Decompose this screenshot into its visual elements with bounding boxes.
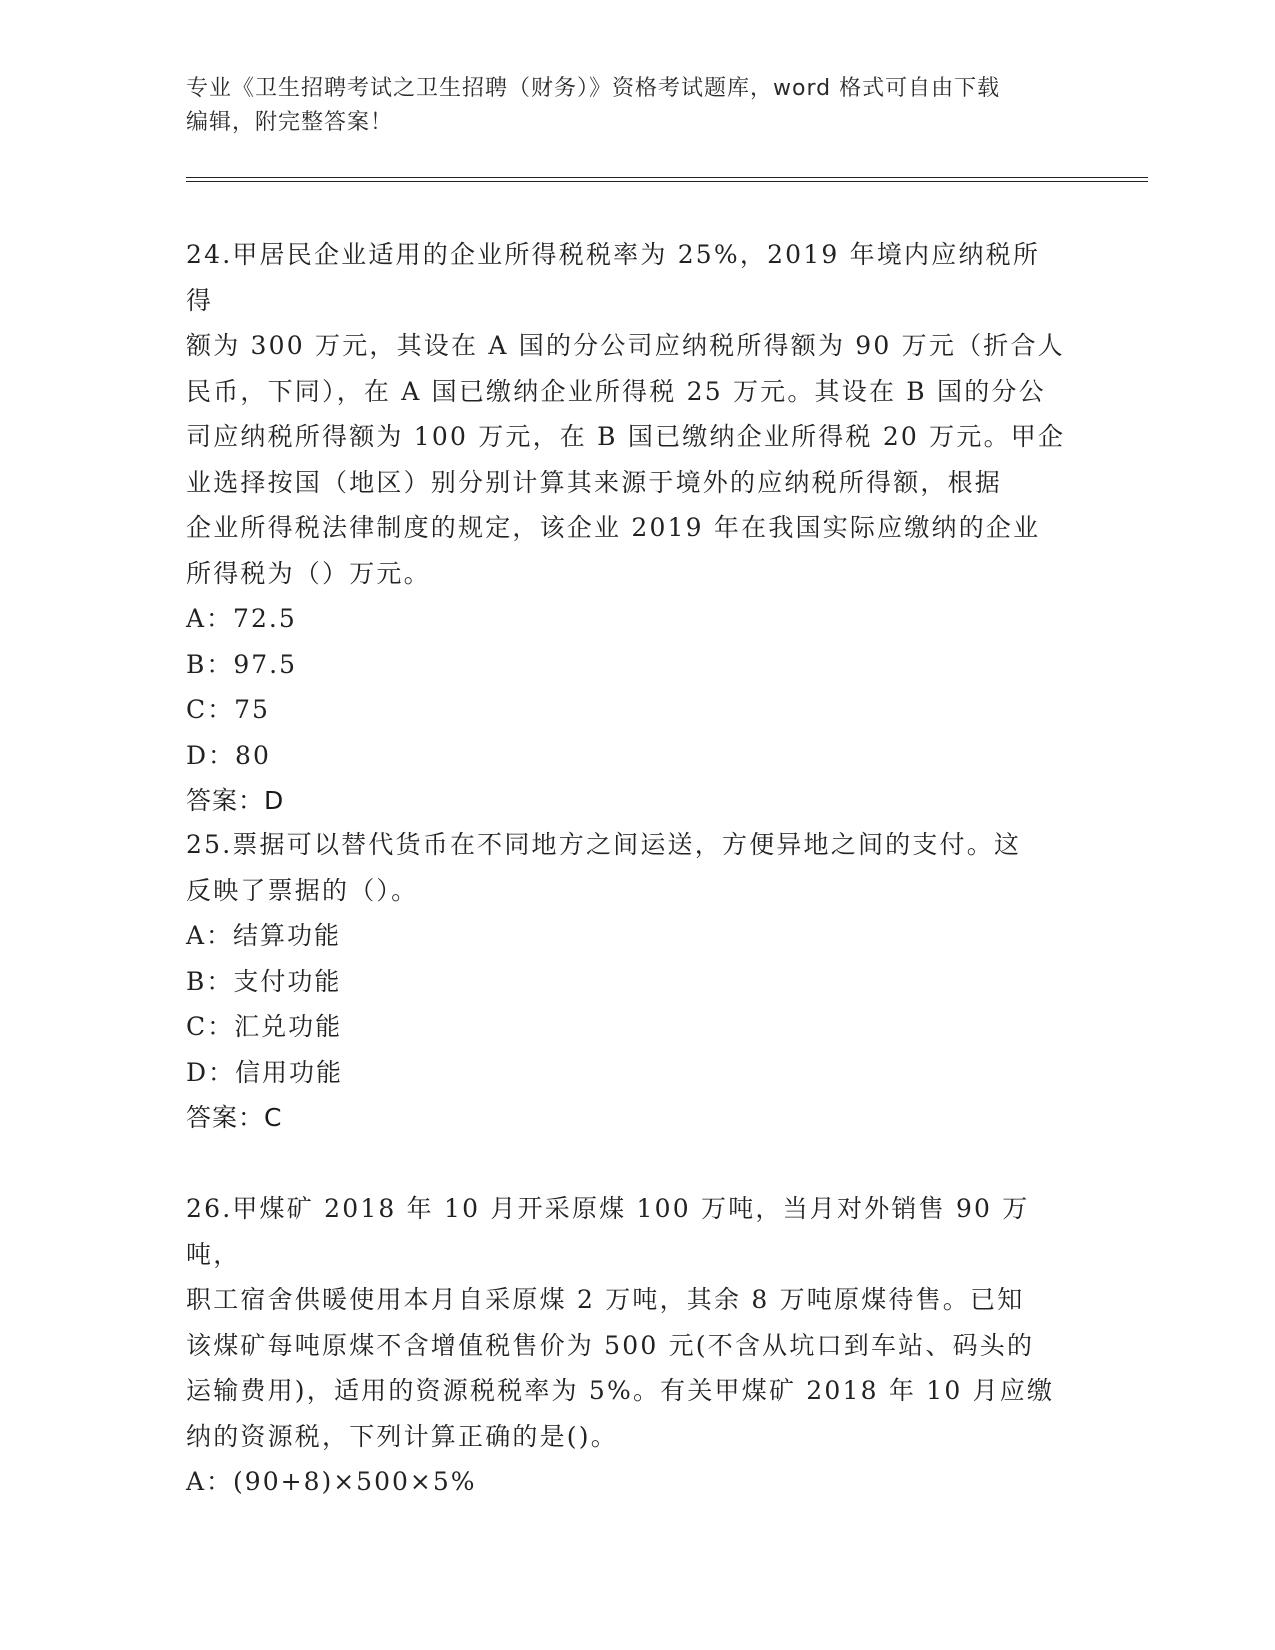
- question-26: [186, 1186, 1066, 1505]
- header-divider-top: [186, 177, 1148, 178]
- document-header: [186, 72, 1056, 140]
- question-text-line: 所得税为（）万元。: [186, 558, 431, 588]
- header-line-1: 专业《卫生招聘考试之卫生招聘（财务）》资格考试题库，word 格式可自由下载: [186, 76, 1001, 101]
- question-text-line: 纳的资源税，下列计算正确的是()。: [186, 1421, 618, 1451]
- option-b: B：97.5: [186, 649, 298, 679]
- question-text-line: 额为 300 万元，其设在 A 国的分公司应纳税所得额为 90 万元（折合人: [186, 331, 1065, 360]
- option-a: A：(90+8)×500×5%: [186, 1467, 477, 1496]
- question-text-line: 职工宿舍供暖使用本月自采原煤 2 万吨，其余 8 万吨原煤待售。已知: [186, 1285, 1025, 1314]
- question-text-line: 司应纳税所得额为 100 万元，在 B 国已缴纳企业所得税 20 万元。甲企: [186, 422, 1066, 451]
- option-c: C：75: [186, 695, 270, 724]
- question-text-line: 24.甲居民企业适用的企业所得税税率为 25%，2019 年境内应纳税所得: [186, 240, 1041, 315]
- option-c: C：汇兑功能: [186, 1012, 343, 1041]
- option-d: D：信用功能: [186, 1057, 344, 1087]
- question-24: [186, 232, 1066, 824]
- question-text-line: 反映了票据的（）。: [186, 875, 419, 905]
- answer: 答案：D: [186, 786, 285, 815]
- question-text-line: 民币，下同），在 A 国已缴纳企业所得税 25 万元。其设在 B 国的分公: [186, 376, 1046, 406]
- question-text-line: 该煤矿每吨原煤不含增值税售价为 500 元(不含从坑口到车站、码头的: [186, 1330, 1035, 1360]
- option-a: A：结算功能: [186, 921, 342, 950]
- question-text-line: 运输费用)，适用的资源税税率为 5%。有关甲煤矿 2018 年 10 月应缴: [186, 1376, 1055, 1405]
- question-text-line: 26.甲煤矿 2018 年 10 月开采原煤 100 万吨，当月对外销售 90 万吨，: [186, 1194, 1030, 1269]
- header-line-2: 编辑，附完整答案！: [186, 110, 394, 135]
- question-text-line: 业选择按国（地区）别分别计算其来源于境外的应纳税所得额，根据: [186, 467, 1003, 497]
- option-a: A：72.5: [186, 604, 297, 633]
- question-text-line: 25.票据可以替代货币在不同地方之间运送，方便异地之间的支付。这: [186, 830, 1022, 859]
- header-divider-bottom: [186, 181, 1148, 182]
- answer: 答案：C: [186, 1103, 283, 1132]
- option-d: D：80: [186, 740, 271, 770]
- option-b: B：支付功能: [186, 966, 342, 996]
- question-25: [186, 822, 1066, 1141]
- question-text-line: 企业所得税法律制度的规定，该企业 2019 年在我国实际应缴纳的企业: [186, 513, 1041, 542]
